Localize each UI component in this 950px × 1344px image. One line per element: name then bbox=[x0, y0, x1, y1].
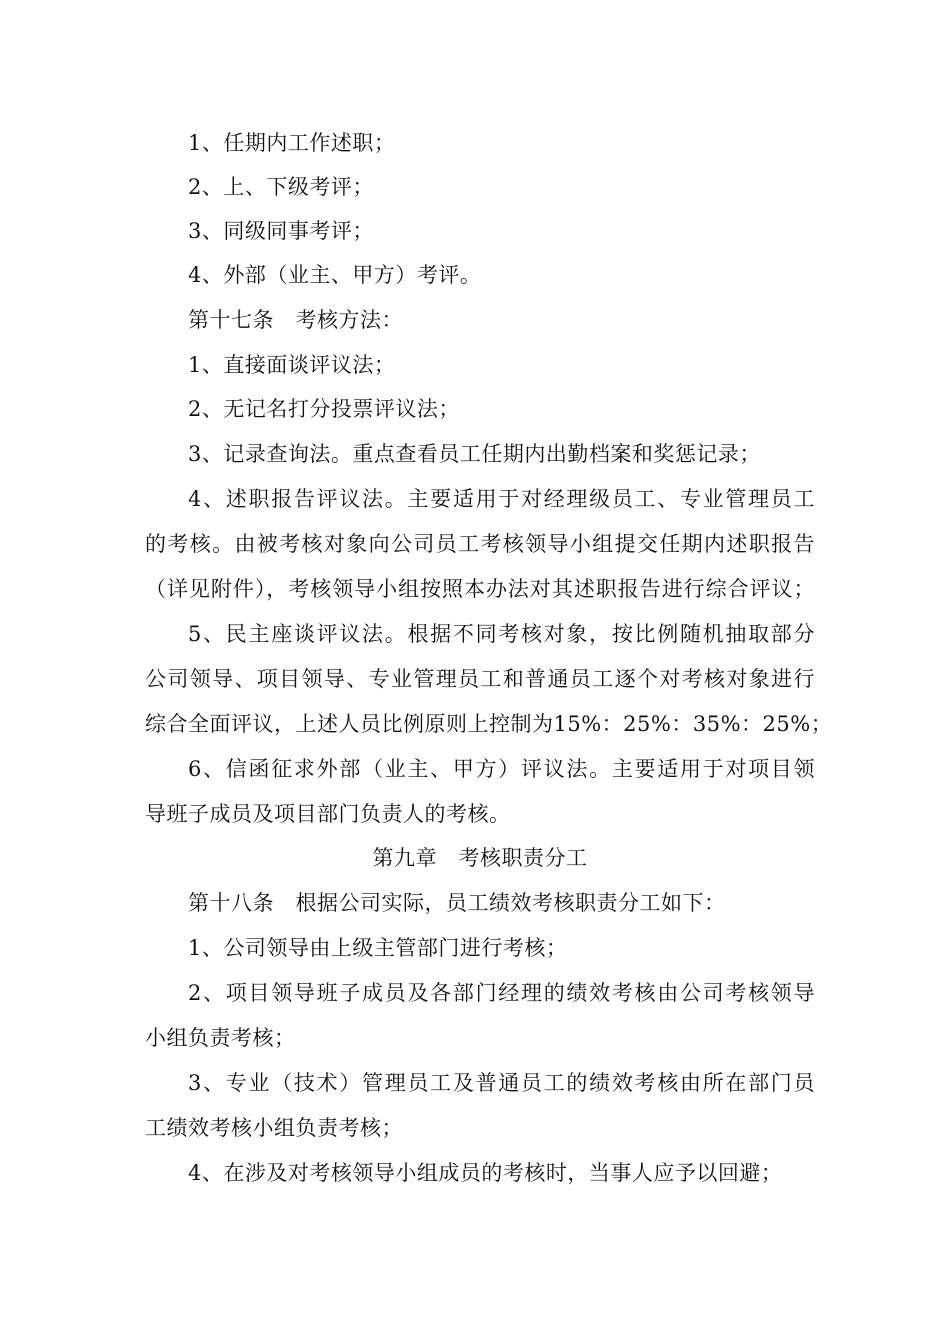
list-item: 1、公司领导由上级主管部门进行考核； bbox=[188, 936, 568, 960]
paragraph-line: （详见附件），考核领导小组按照本办法对其述职报告进行综合评议； bbox=[145, 577, 815, 601]
list-item: 4、在涉及对考核领导小组成员的考核时，当事人应予以回避； bbox=[188, 1161, 783, 1185]
list-item: 1、任期内工作述职； bbox=[188, 131, 396, 155]
paragraph-line: 2、项目领导班子成员及各部门经理的绩效考核由公司考核领导 bbox=[188, 981, 815, 1005]
list-item: 2、上、下级考评； bbox=[188, 175, 374, 199]
paragraph-line: 综合全面评议，上述人员比例原则上控制为15%：25%：35%：25%； bbox=[145, 712, 833, 736]
paragraph-line: 3、专业（技术）管理员工及普通员工的绩效考核由所在部门员 bbox=[188, 1071, 815, 1095]
list-item: 1、直接面谈评议法； bbox=[188, 353, 396, 377]
article-heading: 第十七条 考核方法： bbox=[188, 308, 403, 332]
list-item: 3、同级同事考评； bbox=[188, 219, 374, 243]
paragraph-line: 工绩效考核小组负责考核； bbox=[145, 1116, 403, 1140]
list-item: 2、无记名打分投票评议法； bbox=[188, 397, 460, 421]
paragraph-line: 4、述职报告评议法。主要适用于对经理级员工、专业管理员工 bbox=[188, 487, 815, 511]
paragraph-line: 6、信函征求外部（业主、甲方）评议法。主要适用于对项目领 bbox=[188, 757, 815, 781]
paragraph-line: 的考核。由被考核对象向公司员工考核领导小组提交任期内述职报告 bbox=[145, 532, 815, 556]
list-item: 3、记录查询法。重点查看员工任期内出勤档案和奖惩记录； bbox=[188, 442, 761, 466]
paragraph-line: 5、民主座谈评议法。根据不同考核对象，按比例随机抽取部分 bbox=[188, 622, 815, 646]
paragraph-line: 小组负责考核； bbox=[145, 1026, 296, 1050]
paragraph-line: 公司领导、项目领导、专业管理员工和普通员工逐个对考核对象进行 bbox=[145, 667, 815, 691]
chapter-heading: 第九章 考核职责分工 bbox=[372, 846, 588, 870]
list-item: 4、外部（业主、甲方）考评。 bbox=[188, 263, 482, 287]
paragraph-line: 导班子成员及项目部门负责人的考核。 bbox=[145, 802, 511, 826]
article-heading: 第十八条 根据公司实际，员工绩效考核职责分工如下： bbox=[188, 891, 726, 915]
